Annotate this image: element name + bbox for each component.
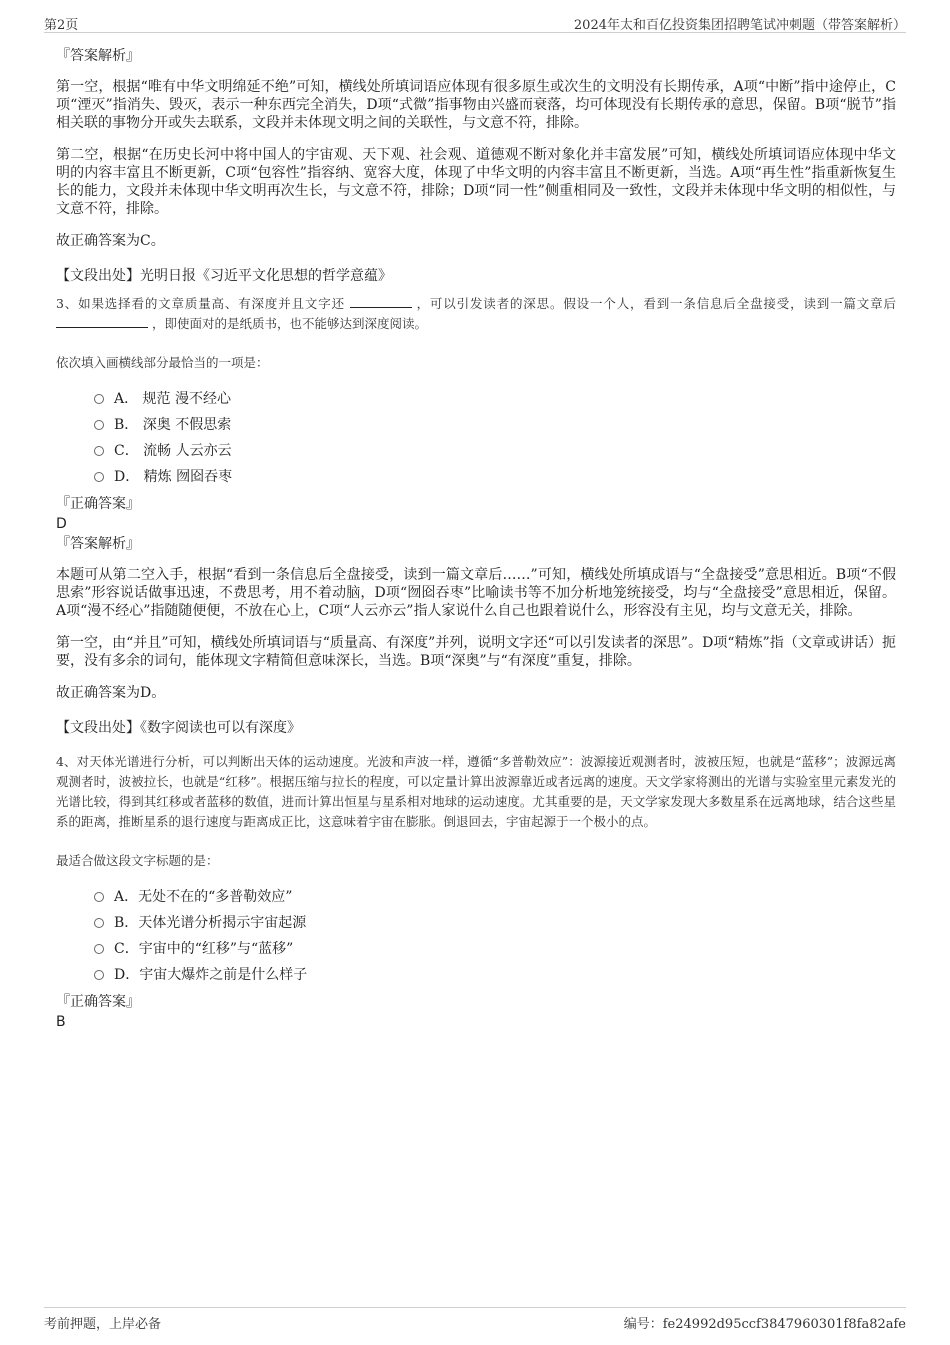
page-number: 第2页 — [44, 18, 79, 33]
question-3-part: ，可以引发读者的深思。假设一个人，看到一条信息后全盘接受，读到一篇文章后 — [416, 296, 896, 311]
radio-icon[interactable] — [94, 394, 104, 404]
conclusion-text: 故正确答案为C。 — [56, 233, 165, 249]
source-citation: 【文段出处】《数字阅读也可以有深度》 — [56, 720, 301, 736]
analysis-label: 『答案解析』 — [56, 48, 140, 64]
radio-icon[interactable] — [94, 420, 104, 430]
correct-answer-label: 『正确答案』 — [56, 496, 140, 512]
option-d[interactable]: D． 精炼 囫囵吞枣 — [94, 464, 896, 490]
main-content — [56, 46, 896, 1032]
radio-icon[interactable] — [94, 918, 104, 928]
correct-answer: D — [56, 516, 67, 532]
option-c[interactable]: C．宇宙中的“红移”与“蓝移” — [94, 936, 896, 962]
radio-icon[interactable] — [94, 472, 104, 482]
option-a[interactable]: A． 规范 漫不经心 — [94, 386, 896, 412]
source-citation: 【文段出处】光明日报《习近平文化思想的哲学意蕴》 — [56, 268, 392, 284]
option-b[interactable]: B．天体光谱分析揭示宇宙起源 — [94, 910, 896, 936]
question-3-prompt: 依次填入画横线部分最恰当的一项是： — [56, 355, 269, 370]
option-a[interactable]: A．无处不在的“多普勒效应” — [94, 884, 896, 910]
correct-answer-label: 『正确答案』 — [56, 994, 140, 1010]
radio-icon[interactable] — [94, 446, 104, 456]
question-3-part: ，即使面对的是纸质书，也不能够达到深度阅读。 — [151, 316, 427, 331]
analysis-label: 『答案解析』 — [56, 536, 140, 552]
analysis-paragraph: 第一空，由“并且”可知，横线处所填词语与“质量高、有深度”并列，说明文字还“可以引发读者的深思”。D项“精炼”指（文章或讲话）扼要，没有多余的词句，能体现文字精简但意味深长，当选。B项“深奥”与“有深度”重复，排除。 — [56, 635, 896, 669]
radio-icon[interactable] — [94, 892, 104, 902]
fill-blank-2 — [56, 315, 148, 328]
document-title: 2024年太和百亿投资集团招聘笔试冲刺题（带答案解析） — [573, 18, 906, 33]
question-3-text — [56, 294, 896, 334]
conclusion-text: 故正确答案为D。 — [56, 685, 166, 701]
question-3-options — [94, 386, 896, 490]
question-4-options — [94, 884, 896, 988]
radio-icon[interactable] — [94, 970, 104, 980]
question-3-part: 3、如果选择看的文章质量高、有深度并且文字还 — [56, 296, 345, 311]
question-4-text: 4、对天体光谱进行分析，可以判断出天体的运动速度。光波和声波一样，遵循“多普勒效应”：波源接近观测者时，波被压短，也就是“蓝移”；波源远离观测者时，波被拉长，也就是“红移”。根据压缩与拉长的程度，可以定量计算出波源靠近或者远离的速度。天文学家将测出的光谱与实验室里元素发光的光谱比较，得到其红移或者蓝移的数值，进而计算出恒星与星系相对地球的运动速度。尤其重要的是，天文学家发现大多数星系在远离地球，结合这些星系的距离，推断星系的退行速度与距离成正比，这意味着宇宙在膨胀。倒退回去，宇宙起源于一个极小的点。 — [56, 754, 896, 829]
option-c[interactable]: C． 流畅 人云亦云 — [94, 438, 896, 464]
option-b[interactable]: B． 深奥 不假思索 — [94, 412, 896, 438]
document-code: 编号：fe24992d95ccf3847960301f8fa82afe — [623, 1317, 906, 1332]
correct-answer: B — [56, 1014, 66, 1030]
page-footer — [44, 1307, 906, 1332]
question-4-prompt: 最适合做这段文字标题的是： — [56, 853, 219, 868]
page-header — [44, 12, 906, 33]
analysis-paragraph: 第二空，根据“在历史长河中将中国人的宇宙观、天下观、社会观、道德观不断对象化并丰富发展”可知，横线处所填词语应体现中华文明的内容丰富且不断更新，C项“包容性”指容纳、宽容大度，体现了中华文明的内容丰富且不断更新，当选。A项“再生性”指重新恢复生长的能力，文段并未体现中华文明再次生长，与文意不符，排除；D项“同一性”侧重相同及一致性，文段并未体现中华文明的相似性，与文意不符，排除。 — [56, 147, 896, 217]
option-d[interactable]: D．宇宙大爆炸之前是什么样子 — [94, 962, 896, 988]
radio-icon[interactable] — [94, 944, 104, 954]
analysis-paragraph: 本题可从第二空入手，根据“看到一条信息后全盘接受，读到一篇文章后……”可知，横线处所填成语与“全盘接受”意思相近。B项“不假思索”形容说话做事迅速，不费思考，用不着动脑，D项“囫囵吞枣”比喻读书等不加分析地笼统接受，均与“全盘接受”意思相近，保留。A项“漫不经心”指随随便便，不放在心上，C项“人云亦云”指人家说什么自己也跟着说什么，形容没有主见，均与文意无关，排除。 — [56, 567, 896, 619]
fill-blank-1 — [350, 295, 412, 308]
footer-slogan: 考前押题，上岸必备 — [44, 1317, 162, 1332]
analysis-paragraph: 第一空，根据“唯有中华文明绵延不绝”可知，横线处所填词语应体现有很多原生或次生的文明没有长期传承，A项“中断”指中途停止，C项“湮灭”指消失、毁灭，表示一种东西完全消失，D项“式微”指事物由兴盛而衰落，均可体现没有长期传承的意思，保留。B项“脱节”指相关联的事物分开或失去联系，文段并未体现文明之间的关联性，与文意不符，排除。 — [56, 79, 896, 131]
